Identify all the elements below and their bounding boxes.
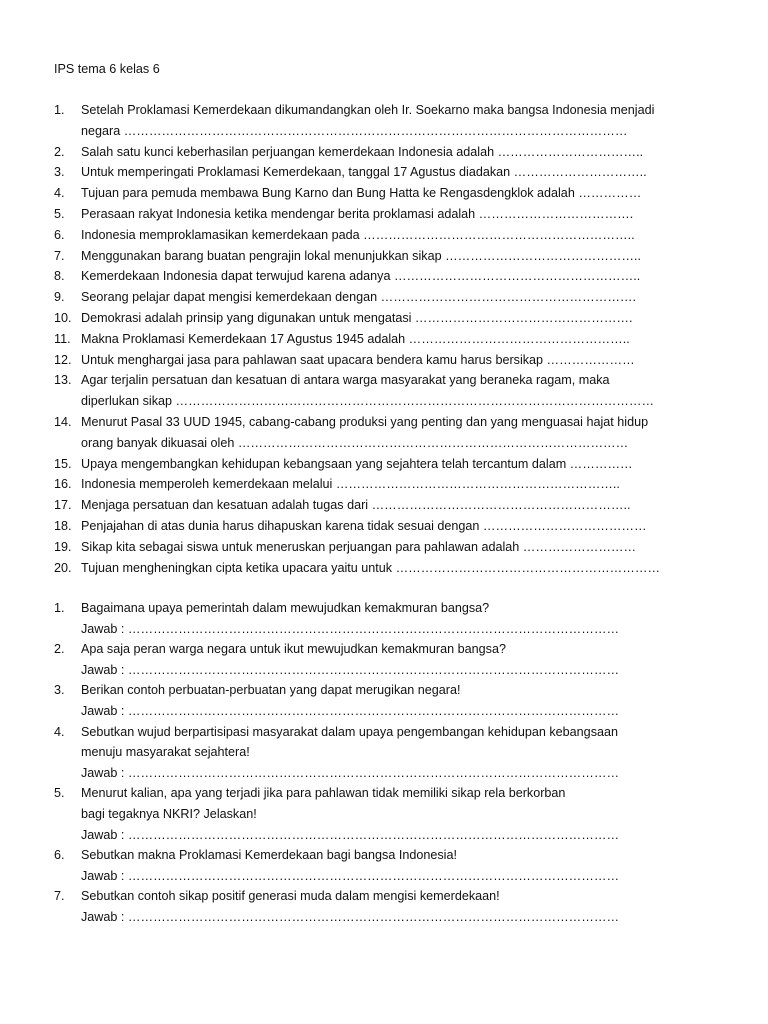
question-number: 1. (54, 103, 65, 117)
question-item (54, 516, 754, 537)
question-text (81, 783, 754, 845)
question-text (81, 639, 754, 680)
question-line: Tujuan mengheningkan cipta ketika upacara yaitu untuk ……………………………………………………… (81, 560, 661, 575)
question-text (81, 886, 754, 927)
question-number: 12. (54, 352, 72, 367)
question-number: 4. (54, 724, 65, 739)
question-line: orang banyak dikuasai oleh ………………………………………………………………………………… (81, 435, 629, 450)
essay-item (54, 722, 754, 784)
question-line: Upaya mengembangkan kehidupan kebangsaan yang sejahtera telah tercantum dalam …………… (81, 456, 633, 471)
question-item (54, 454, 754, 475)
question-text (81, 308, 754, 329)
question-line: Seorang pelajar dapat mengisi kemerdekaan dengan ……………………………………………………. (81, 290, 637, 305)
essay-item (54, 598, 754, 639)
question-text (81, 474, 754, 495)
question-line: Menggunakan barang buatan pengrajin lokal menunjukkan sikap ……………………………………….. (81, 248, 641, 263)
question-line: Menurut Pasal 33 UUD 1945, cabang-cabang produksi yang penting dan yang menguasai hajat hidup (81, 414, 649, 429)
question-item (54, 142, 754, 163)
answer-line: Jawab : ……………………………………………………………………………………………………… (81, 765, 620, 780)
question-text (81, 537, 754, 558)
question-text (81, 845, 754, 886)
question-item (54, 183, 754, 204)
question-text (81, 680, 754, 721)
question-line: Sebutkan contoh sikap positif generasi muda dalam mengisi kemerdekaan! (81, 889, 500, 904)
question-text (81, 329, 754, 350)
question-text (81, 370, 754, 412)
essay-item (54, 845, 754, 886)
essay-questions (54, 598, 754, 928)
question-number: 15. (54, 456, 72, 471)
question-number: 1. (54, 601, 65, 615)
question-number: 5. (54, 786, 65, 801)
question-number: 14. (54, 414, 72, 429)
answer-line: Jawab : ……………………………………………………………………………………………………… (81, 909, 620, 924)
question-text (81, 454, 754, 475)
question-line: Penjajahan di atas dunia harus dihapuskan karena tidak sesuai dengan ………………………………… (81, 518, 647, 533)
question-line: Berikan contoh perbuatan-perbuatan yang dapat merugikan negara! (81, 683, 461, 698)
question-number: 2. (54, 642, 65, 657)
question-text (81, 266, 754, 287)
answer-line: Jawab : ……………………………………………………………………………………………………… (81, 868, 620, 883)
question-number: 20. (54, 560, 72, 575)
question-text (81, 100, 754, 142)
question-number: 13. (54, 373, 72, 388)
question-line: Untuk memperingati Proklamasi Kemerdekaan, tanggal 17 Agustus diadakan ………………………….. (81, 165, 647, 180)
question-text (81, 722, 754, 784)
question-text (81, 183, 754, 204)
question-line: Menurut kalian, apa yang terjadi jika para pahlawan tidak memiliki sikap rela berkorban (81, 786, 566, 801)
question-item (54, 287, 754, 308)
question-line: Kemerdekaan Indonesia dapat terwujud karena adanya ………………………………………………….. (81, 269, 641, 284)
question-line: Demokrasi adalah prinsip yang digunakan untuk mengatasi ……………………………………………. (81, 310, 633, 325)
question-item (54, 495, 754, 516)
question-text (81, 225, 754, 246)
question-item (54, 329, 754, 350)
question-text (81, 142, 754, 163)
question-item (54, 246, 754, 267)
question-item (54, 474, 754, 495)
question-line: Sebutkan wujud berpartisipasi masyarakat dalam upaya pengembangan kehidupan kebangsaan (81, 724, 618, 739)
question-number: 9. (54, 290, 65, 305)
question-text (81, 350, 754, 371)
question-item (54, 412, 754, 454)
essay-item (54, 886, 754, 927)
question-number: 4. (54, 186, 65, 201)
question-text (81, 495, 754, 516)
answer-line: Jawab : ……………………………………………………………………………………………………… (81, 827, 620, 842)
question-item (54, 100, 754, 142)
question-text (81, 287, 754, 308)
question-number: 8. (54, 269, 65, 284)
question-number: 5. (54, 206, 65, 221)
answer-line: Jawab : ……………………………………………………………………………………………………… (81, 621, 620, 636)
question-item (54, 537, 754, 558)
question-number: 10. (54, 310, 72, 325)
question-text (81, 246, 754, 267)
question-text (81, 162, 754, 183)
question-number: 3. (54, 165, 65, 180)
question-item (54, 370, 754, 412)
question-line: Sikap kita sebagai siswa untuk meneruskan perjuangan para pahlawan adalah ……………………… (81, 539, 637, 554)
question-item (54, 308, 754, 329)
question-line: Perasaan rakyat Indonesia ketika mendengar berita proklamasi adalah ………………………………. (81, 206, 634, 221)
document-title: IPS tema 6 kelas 6 (54, 62, 160, 76)
question-line: Tujuan para pemuda membawa Bung Karno dan Bung Hatta ke Rengasdengklok adalah …………… (81, 186, 642, 201)
question-text (81, 598, 754, 639)
question-line: Untuk menghargai jasa para pahlawan saat upacara bendera kamu harus bersikap ………………… (81, 352, 635, 367)
question-item (54, 350, 754, 371)
question-text (81, 204, 754, 225)
question-line: diperlukan sikap …………………………………………………………………………………………………… (81, 394, 655, 409)
question-number: 3. (54, 683, 65, 698)
question-line: Menjaga persatuan dan kesatuan adalah tugas dari …………………………………………………….. (81, 498, 631, 513)
question-number: 16. (54, 477, 72, 492)
question-number: 11. (54, 331, 71, 346)
question-line: Salah satu kunci keberhasilan perjuangan kemerdekaan Indonesia adalah …………………………….. (81, 144, 644, 159)
question-number: 6. (54, 848, 65, 863)
question-text (81, 558, 754, 579)
question-text (81, 412, 754, 454)
fill-in-questions (54, 100, 754, 578)
question-number: 2. (54, 144, 65, 159)
question-item (54, 558, 754, 579)
question-number: 19. (54, 539, 72, 554)
question-number: 17. (54, 498, 72, 513)
essay-item (54, 680, 754, 721)
essay-item (54, 639, 754, 680)
answer-line: Jawab : ……………………………………………………………………………………………………… (81, 662, 620, 677)
question-line: bagi tegaknya NKRI? Jelaskan! (81, 806, 257, 821)
answer-line: Jawab : ……………………………………………………………………………………………………… (81, 703, 620, 718)
question-text (81, 516, 754, 537)
question-line: Agar terjalin persatuan dan kesatuan di antara warga masyarakat yang beraneka ragam, maka (81, 373, 610, 388)
question-number: 7. (54, 248, 65, 263)
question-number: 6. (54, 227, 65, 242)
question-item (54, 266, 754, 287)
question-item (54, 162, 754, 183)
question-number: 7. (54, 889, 65, 904)
question-line: Makna Proklamasi Kemerdekaan 17 Agustus 1945 adalah …………………………………………….. (81, 331, 630, 346)
question-line: Indonesia memproklamasikan kemerdekaan pada ……………………………………………………….. (81, 227, 635, 242)
question-line: Apa saja peran warga negara untuk ikut mewujudkan kemakmuran bangsa? (81, 642, 506, 657)
question-line: menuju masyarakat sejahtera! (81, 745, 250, 760)
essay-item (54, 783, 754, 845)
question-line: Bagaimana upaya pemerintah dalam mewujudkan kemakmuran bangsa? (81, 601, 490, 615)
question-line: Setelah Proklamasi Kemerdekaan dikumandangkan oleh Ir. Soekarno maka bangsa Indonesia menjadi (81, 103, 655, 117)
question-number: 18. (54, 518, 72, 533)
question-line: Indonesia memperoleh kemerdekaan melalui ………………………………………………………….. (81, 477, 620, 492)
question-item (54, 204, 754, 225)
question-line: negara ………………………………………………………………………………………………………… (81, 123, 628, 138)
question-item (54, 225, 754, 246)
question-line: Sebutkan makna Proklamasi Kemerdekaan bagi bangsa Indonesia! (81, 848, 457, 863)
